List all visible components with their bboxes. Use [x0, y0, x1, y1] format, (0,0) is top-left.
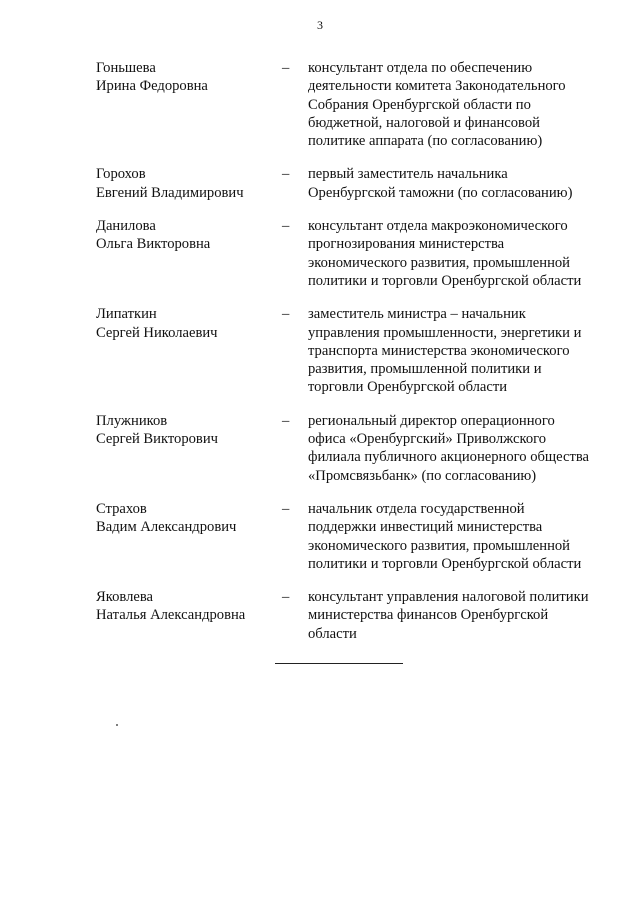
- member-dash: –: [282, 218, 290, 235]
- member-position: [308, 500, 608, 573]
- member-position-line: транспорта министерства экономического: [308, 342, 570, 359]
- scan-speck: [116, 724, 118, 726]
- member-dash: –: [282, 60, 290, 76]
- member-position-line: экономического развития, промышленной: [308, 537, 570, 554]
- member-position-line: экономического развития, промышленной: [308, 254, 570, 271]
- member-position-line: Оренбургской таможни (по согласованию): [308, 184, 573, 201]
- member-name: [96, 165, 276, 202]
- member-position-line: «Промсвязьбанк» (по согласованию): [308, 467, 537, 484]
- member-position-line: политике аппарата (по согласованию): [308, 133, 543, 150]
- member-row: [96, 59, 608, 150]
- member-row: [96, 588, 608, 643]
- member-position-line: управления промышленности, энергетики и: [308, 324, 582, 341]
- member-position: [308, 217, 608, 290]
- member-name: [96, 588, 276, 625]
- member-surname: Страхов: [96, 500, 147, 517]
- member-position-line: деятельности комитета Законодательного: [308, 78, 566, 95]
- member-position-line: Собрания Оренбургской области по: [308, 96, 531, 113]
- member-name: [96, 217, 276, 254]
- member-position: [308, 412, 608, 485]
- member-surname: Гоньшева: [96, 60, 156, 76]
- page-number: 3: [317, 18, 323, 32]
- member-given-names: Вадим Александрович: [96, 519, 237, 536]
- member-position-line: заместитель министра – начальник: [308, 306, 526, 323]
- member-position-line: поддержки инвестиций министерства: [308, 519, 543, 536]
- member-position-line: региональный директор операционного: [308, 412, 555, 429]
- member-position: [308, 305, 608, 396]
- member-dash: –: [282, 412, 290, 429]
- member-position-line: первый заместитель начальника: [308, 166, 508, 183]
- member-dash: –: [282, 306, 290, 323]
- member-given-names: Наталья Александровна: [96, 607, 246, 624]
- member-given-names: Сергей Николаевич: [96, 324, 218, 341]
- member-position-line: торговли Оренбургской области: [308, 379, 508, 396]
- member-row: [96, 305, 608, 396]
- member-row: [96, 500, 608, 573]
- member-given-names: Евгений Владимирович: [96, 184, 244, 201]
- member-position-line: министерства финансов Оренбургской: [308, 607, 549, 624]
- member-position: [308, 165, 608, 202]
- member-surname: Плужников: [96, 412, 168, 429]
- member-given-names: Сергей Викторович: [96, 431, 218, 448]
- member-row: [96, 412, 608, 485]
- end-of-list-rule: [275, 663, 403, 664]
- member-position-line: бюджетной, налоговой и финансовой: [308, 114, 540, 131]
- member-position: [308, 588, 608, 643]
- member-position-line: консультант отдела макроэкономического: [308, 218, 568, 235]
- member-position-line: области: [308, 625, 357, 642]
- member-position-line: прогнозирования министерства: [308, 236, 505, 253]
- member-position-line: начальник отдела государственной: [308, 500, 525, 517]
- member-name: [96, 59, 276, 96]
- member-position-line: консультант управления налоговой политики: [308, 589, 589, 606]
- member-surname: Горохов: [96, 166, 146, 183]
- member-position-line: политики и торговли Оренбургской области: [308, 555, 582, 572]
- member-dash: –: [282, 589, 290, 606]
- member-name: [96, 412, 276, 449]
- member-given-names: Ирина Федоровна: [96, 78, 208, 95]
- member-surname: Данилова: [96, 218, 156, 235]
- member-position: [308, 59, 608, 150]
- member-name: [96, 500, 276, 537]
- member-name: [96, 305, 276, 342]
- member-row: [96, 217, 608, 290]
- member-position-line: развития, промышленной политики и: [308, 361, 542, 378]
- member-position-line: консультант отдела по обеспечению: [308, 60, 533, 76]
- member-list: [96, 59, 608, 658]
- member-dash: –: [282, 500, 290, 517]
- member-dash: –: [282, 166, 290, 183]
- member-surname: Липаткин: [96, 306, 157, 323]
- member-position-line: офиса «Оренбургский» Приволжского: [308, 431, 547, 448]
- member-position-line: филиала публичного акционерного общества: [308, 449, 590, 466]
- member-position-line: политики и торговли Оренбургской области: [308, 272, 582, 289]
- member-given-names: Ольга Викторовна: [96, 236, 211, 253]
- member-row: [96, 165, 608, 202]
- member-surname: Яковлева: [96, 589, 154, 606]
